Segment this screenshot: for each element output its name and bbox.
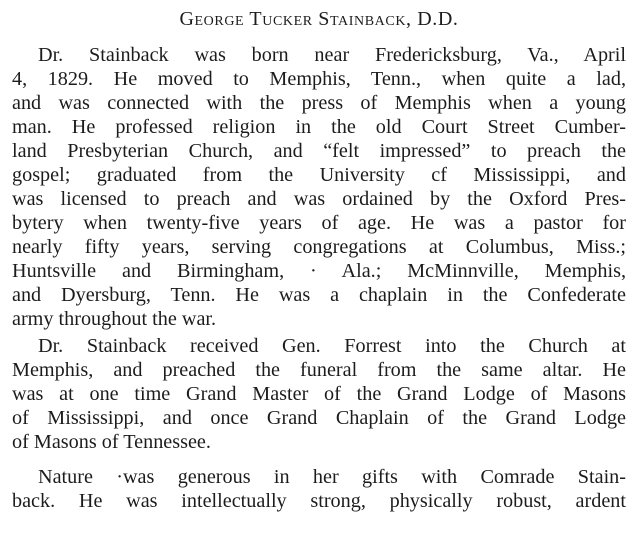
text-line: of Masons of Tennessee.: [12, 431, 211, 453]
text-line: and was connected with the press of Memphis when a young: [12, 92, 626, 114]
text-line: back. He was intellectually strong, physically robust, ardent: [12, 490, 626, 512]
page-title: George Tucker Stainback, D.D.: [179, 8, 459, 30]
text-line: and Dyersburg, Tenn. He was a chaplain in the Confederate: [12, 284, 626, 306]
text-line: was at one time Grand Master of the Grand Lodge of Masons: [12, 383, 626, 405]
text-line: 4, 1829. He moved to Memphis, Tenn., when quite a lad,: [12, 68, 626, 90]
text-line: Nature ·was generous in her gifts with Comrade Stain-: [38, 466, 626, 488]
text-line: bytery when twenty-five years of age. He was a pastor for: [12, 212, 626, 234]
text-line: land Presbyterian Church, and “felt impressed” to preach the: [12, 140, 626, 162]
text-line: Huntsville and Birmingham, · Ala.; McMinnville, Memphis,: [12, 260, 626, 282]
text-line: man. He professed religion in the old Court Street Cumber-: [12, 116, 626, 138]
text-line: army throughout the war.: [12, 308, 217, 330]
text-line: was licensed to preach and was ordained by the Oxford Pres-: [12, 188, 626, 210]
text-line: Memphis, and preached the funeral from the same altar. He: [12, 359, 626, 381]
text-line: of Mississippi, and once Grand Chaplain of the Grand Lodge: [12, 407, 626, 429]
text-line: gospel; graduated from the University cf Mississippi, and: [12, 164, 626, 186]
text-line: nearly fifty years, serving congregations at Columbus, Miss.;: [12, 236, 626, 258]
text-line: Dr. Stainback was born near Fredericksburg, Va., April: [38, 44, 626, 66]
text-line: Dr. Stainback received Gen. Forrest into the Church at: [38, 335, 626, 357]
